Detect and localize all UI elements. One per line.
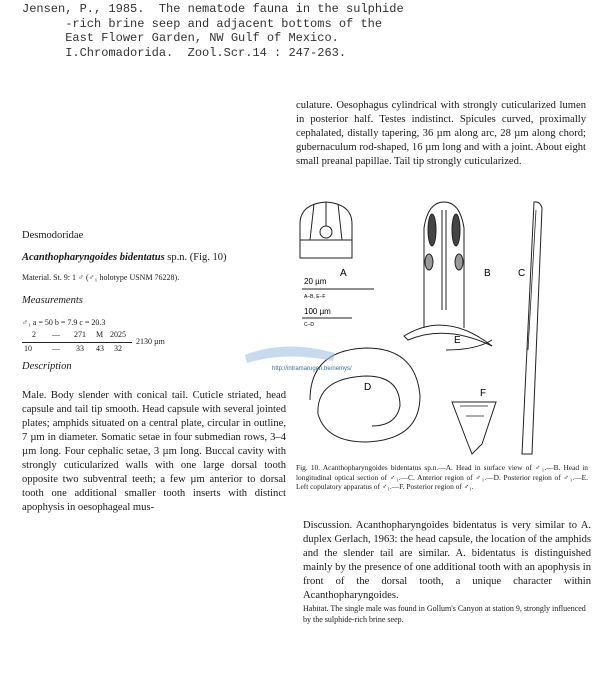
measurement-formula (22, 318, 212, 360)
citation-line: I.Chromadorida. Zool.Scr.14 : 247-263. (22, 45, 347, 60)
fig-c-anterior (522, 202, 542, 454)
watermark-url: http://intramarugen.be/nemys/ (272, 366, 352, 372)
species-name: Acanthopharyngoides bidentatus (22, 252, 165, 263)
species-heading (22, 252, 227, 263)
description-text: Male. Body slender with conical tail. Cuticle striated, head capsule and tail tip smooth. Head capsule with several jointed plates; amphids situated on a central plate, circular in outline, 7 µm in diameter. Somatic setae in four submedian rows, 3–4 µm long. Four cephalic setae, 3 µm long. Buccal cavity with strongly cuticularized walls with one large dorsal tooth opposite two subventral teeth; a few µm anterior to dorsal tooth one additional smaller tooth inserts with distinct apophysis in oesophageal mus- (22, 390, 286, 513)
fig-f-tail (452, 402, 496, 454)
formula-cell: — (52, 344, 60, 353)
scale-bar-label: 100 µm (304, 307, 331, 316)
formula-cell: 271 (74, 330, 86, 339)
formula-cell: 32 (114, 344, 122, 353)
scale-bar-label: 20 µm (304, 277, 327, 286)
description-heading: Description (22, 361, 72, 372)
fig-label-c: C (518, 268, 526, 279)
citation-line: Jensen, P., 1985. The nematode fauna in the sulphide (22, 2, 404, 16)
formula-cell: 2 (32, 330, 36, 339)
formula-cell: — (52, 330, 60, 339)
fig-label-f: F (480, 388, 487, 399)
formula-total: 2130 µm (136, 337, 165, 346)
fig-e-spicule (404, 325, 492, 346)
fig-label-a: A (340, 268, 347, 279)
citation-line: East Flower Garden, NW Gulf of Mexico. (22, 31, 339, 45)
formula-cell: M (96, 330, 104, 339)
preceding-paragraph: culature. Oesophagus cylindrical with strongly cuticularized lumen in posterior half. Testes indistinct. Spicules curved, proximally cephalated, distally tapering, 36 µm along arc, 28 µm along chord; gubernaculum rod-shaped, 16 µm long and with a joint. About eight small preanal papillae. Tail tip strongly cuticularized. (296, 100, 586, 167)
formula-cell: 43 (96, 344, 104, 353)
discussion-text: Discussion. Acanthopharyngoides bidentatus is very similar to A. duplex Gerlach, 1963: the head capsule, the location of the amphids and the slender tail are similar. A. bidentatus is distinguished mainly by the presence of one additional tooth with an apophysis in front of the dorsal tooth, a unique character within Acanthopharyngoides. (303, 520, 591, 601)
fig-c-oesophagus (528, 210, 536, 350)
fig-label-e: E (454, 335, 461, 346)
measurements-heading: Measurements (22, 295, 83, 306)
scale-bar-sub: C–D (304, 322, 315, 328)
fraction-line (22, 342, 132, 343)
scale-bar-sub: A–B, E–F (304, 294, 326, 300)
citation-header (22, 2, 442, 60)
formula-cell: 2025 (110, 330, 126, 339)
fig-label-d: D (364, 382, 372, 393)
citation-line: -rich brine seep and adjacent bottoms of the (22, 16, 383, 31)
fig-f-detail (460, 406, 488, 416)
material-text: Material. St. 9: 1 ♂ (♂₁ holotype USNM 76228). (22, 273, 180, 282)
formula-cell: 10 (24, 344, 32, 353)
figure-caption: Fig. 10. Acanthopharyngoides bidentatus sp.n.—A. Head in surface view of ♂₁.—B. Head in longitudinal optical section of ♂₁.—C. Anterior region of ♂₁.—D. Posterior region of ♂₁.—E. Left copulatory apparatus of ♂₁.—F. Posterior region of ♂₁. (296, 463, 588, 492)
habitat-text: Habitat. The single male was found in Gollum's Canyon at station 9, strongly influenced by the sulphide-rich brine seep. (303, 604, 586, 624)
formula-cell: 33 (76, 344, 84, 353)
fig-b-head-section (424, 202, 464, 328)
family-heading: Desmodoridae (22, 230, 84, 241)
species-suffix: sp.n. (Fig. 10) (164, 252, 227, 263)
fig-label-b: B (484, 268, 491, 279)
fig-a-head (300, 202, 352, 258)
ratios: ♂₁ a = 50 b = 7.9 c = 20.3 (22, 318, 106, 327)
